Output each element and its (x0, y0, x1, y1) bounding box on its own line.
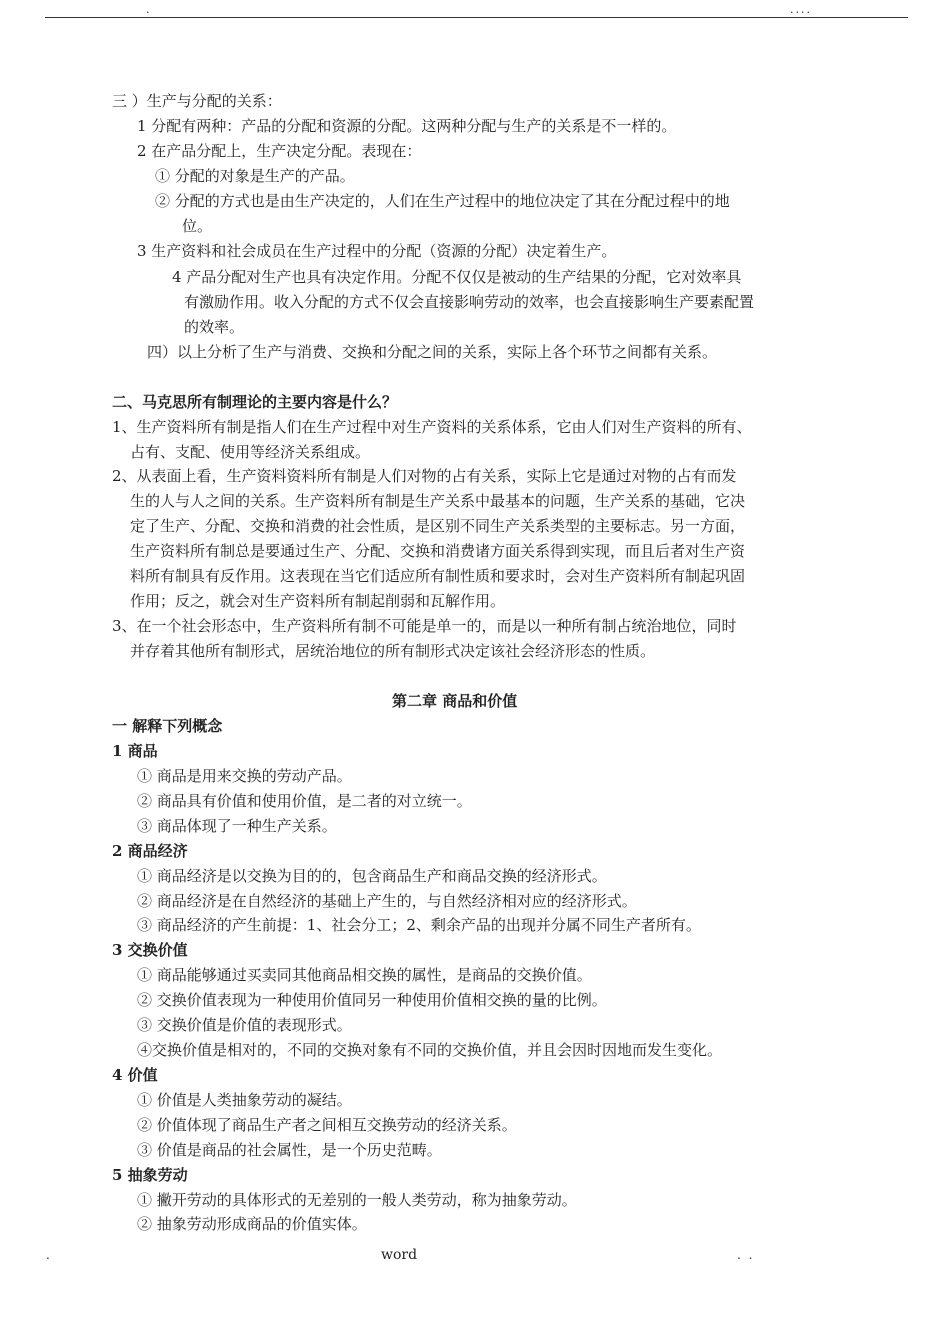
text-line: 占有、支配、使用等经济关系组成。 (130, 443, 371, 461)
text-line: 1、生产资料所有制是指人们在生产过程中对生产资料的关系体系，它由人们对生产资料的所有、 (112, 418, 752, 436)
text-line: 4 产品分配对生产也具有决定作用。分配不仅仅是被动的生产结果的分配，它对效率具 (172, 268, 742, 286)
text-line: 2、从表面上看，生产资料资料所有制是人们对物的占有关系，实际上它是通过对物的占有而发 (112, 467, 737, 485)
text-line: ③ 交换价值是价值的表现形式。 (137, 1016, 352, 1034)
concept-heading: 4 价值 (112, 1066, 158, 1084)
text-line: ① 分配的对象是生产的产品。 (155, 167, 355, 185)
text-line: 生的人与人之间的关系。生产资料所有制是生产关系中最基本的问题，生产关系的基础，它决 (130, 492, 746, 510)
concept-heading: 3 交换价值 (112, 941, 188, 959)
text-line: ② 商品经济是在自然经济的基础上产生的，与自然经济相对应的经济形式。 (137, 892, 637, 910)
text-line: ① 商品能够通过买卖同其他商品相交换的属性，是商品的交换价值。 (137, 966, 592, 984)
footer-dots-right: . . (737, 1248, 755, 1262)
text-line: 2 在产品分配上，生产决定分配。表现在： (137, 142, 422, 160)
text-line: ③ 价值是商品的社会属性，是一个历史范畴。 (137, 1141, 442, 1159)
header-rule (45, 17, 908, 18)
text-line: 四）以上分析了生产与消费、交换和分配之间的关系，实际上各个环节之间都有关系。 (147, 343, 718, 361)
text-line: 3 生产资料和社会成员在生产过程中的分配（资源的分配）决定着生产。 (137, 242, 617, 260)
text-line: ② 抽象劳动形成商品的价值实体。 (137, 1215, 367, 1233)
section-heading: 三 ）生产与分配的关系： (112, 92, 282, 110)
text-line: ③ 商品体现了一种生产关系。 (137, 817, 337, 835)
text-line: 定了生产、分配、交换和消费的社会性质，是区别不同生产关系类型的主要标志。另一方面， (130, 517, 746, 535)
header-dot-left: . (146, 3, 150, 16)
text-line: 并存着其他所有制形式，居统治地位的所有制形式决定该社会经济形态的性质。 (130, 642, 656, 660)
text-line: 的效率。 (184, 318, 245, 336)
text-line: ① 价值是人类抽象劳动的凝结。 (137, 1091, 352, 1109)
footer-label: word (381, 1247, 418, 1263)
concept-heading: 1 商品 (112, 742, 158, 760)
question-heading: 二、马克思所有制理论的主要内容是什么？ (112, 393, 398, 411)
footer-dot-left: . (46, 1248, 50, 1262)
text-line: 作用；反之，就会对生产资料所有制起削弱和瓦解作用。 (130, 592, 506, 610)
text-line: ② 商品具有价值和使用价值，是二者的对立统一。 (137, 792, 472, 810)
text-line: ① 商品是用来交换的劳动产品。 (137, 767, 352, 785)
text-line: ② 分配的方式也是由生产决定的，人们在生产过程中的地位决定了其在分配过程中的地 (155, 192, 730, 210)
text-line: 有激励作用。收入分配的方式不仅会直接影响劳动的效率，也会直接影响生产要素配置 (184, 293, 755, 311)
text-line: ③ 商品经济的产生前提：1、社会分工；2、剩余产品的出现并分属不同生产者所有。 (137, 916, 701, 934)
chapter-title: 第二章 商品和价值 (392, 692, 518, 710)
header-dots-right: .... (790, 3, 812, 16)
concept-heading: 2 商品经济 (112, 842, 188, 860)
text-line: ④交换价值是相对的，不同的交换对象有不同的交换价值，并且会因时因地而发生变化。 (137, 1041, 723, 1059)
text-line: 1 分配有两种：产品的分配和资源的分配。这两种分配与生产的关系是不一样的。 (137, 117, 677, 135)
text-line: 位。 (182, 217, 213, 235)
text-line: 3、在一个社会形态中，生产资料所有制不可能是单一的，而是以一种所有制占统治地位，同时 (112, 617, 737, 635)
text-line: 料所有制具有反作用。这表现在当它们适应所有制性质和要求时，会对生产资料所有制起巩固 (130, 567, 746, 585)
concept-heading: 5 抽象劳动 (112, 1166, 188, 1184)
text-line: ② 交换价值表现为一种使用价值同另一种使用价值相交换的量的比例。 (137, 991, 607, 1009)
text-line: ① 撇开劳动的具体形式的无差别的一般人类劳动，称为抽象劳动。 (137, 1191, 577, 1209)
text-line: ② 价值体现了商品生产者之间相互交换劳动的经济关系。 (137, 1116, 517, 1134)
text-line: 生产资料所有制总是要通过生产、分配、交换和消费诸方面关系得到实现，而且后者对生产资 (130, 542, 746, 560)
text-line: ① 商品经济是以交换为目的的，包含商品生产和商品交换的经济形式。 (137, 867, 607, 885)
section-heading: 一 解释下列概念 (112, 717, 223, 735)
